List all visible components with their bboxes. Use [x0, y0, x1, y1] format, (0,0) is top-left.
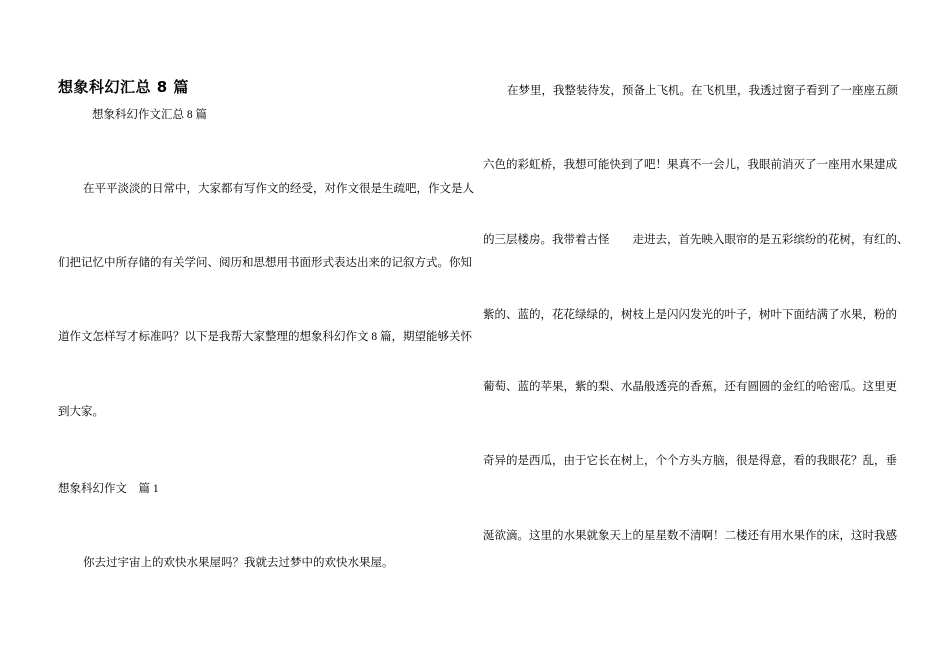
- intro-text-line: 们把记忆中所存储的有关学问、阅历和思想用书面形式表达出来的记叙方式。你知: [58, 257, 472, 269]
- intro-text-line: 在平平淡淡的日常中，大家都有写作文的经受，对作文很是生疏吧，作文是人: [83, 183, 474, 195]
- essay-text-line: 的三层楼房。我带着古怪 走进去，首先映入眼帘的是五彩缤纷的花树，有红的、: [483, 234, 909, 246]
- essay-text-line: 在梦里，我整装待发，预备上飞机。在飞机里，我透过窗子看到了一座座五颜: [507, 85, 898, 97]
- essay-text-line: 涎欲滴。这里的水果就象天上的星星数不清啊！二楼还有用水果作的床，这时我感: [483, 530, 897, 542]
- intro-text-line: 到大家。: [58, 406, 104, 418]
- document-title: 想象科幻汇总 8 篇: [58, 78, 189, 96]
- essay-text-line: 葡萄、蓝的苹果，紫的梨、水晶般透亮的香蕉，还有圆圆的金红的哈密瓜。这里更: [483, 381, 897, 393]
- right-column: [483, 0, 909, 672]
- essay-text-line: 紫的、蓝的，花花绿绿的，树枝上是闪闪发光的叶子，树叶下面结满了水果，粉的: [483, 309, 897, 321]
- intro-text-line: 道作文怎样写才标准吗？以下是我帮大家整理的想象科幻作文 8 篇，期望能够关怀: [58, 331, 472, 343]
- essay-text-line: 奇异的是西瓜，由于它长在树上，个个方头方脑，很是得意，看的我眼花？乱，垂: [483, 455, 897, 467]
- document-subtitle: 想象科幻作文汇总 8 篇: [92, 109, 207, 121]
- essay-opening-line: 你去过宇宙上的欢快水果屋吗？我就去过梦中的欢快水果屋。: [83, 557, 394, 569]
- left-column: [58, 0, 474, 672]
- essay-text-line: 六色的彩虹桥，我想可能快到了吧！果真不一会儿，我眼前消灭了一座用水果建成: [483, 159, 897, 171]
- section-heading: 想象科幻作文 篇 1: [58, 483, 159, 495]
